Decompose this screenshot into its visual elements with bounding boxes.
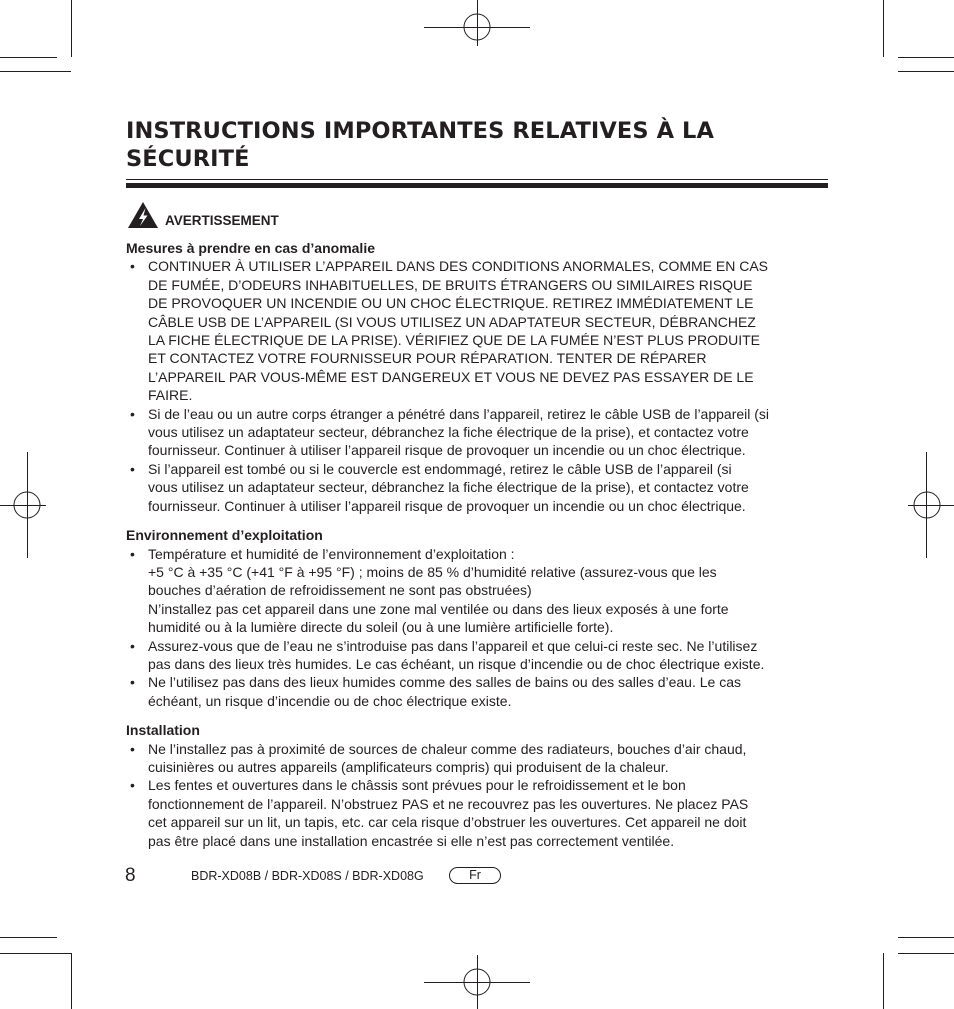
model-numbers: BDR-XD08B / BDR-XD08S / BDR-XD08G xyxy=(191,869,424,883)
text-line: • Si de l’eau ou un autre corps étranger a pénétré dans l’appareil, retirez le câble USB de l’appareil (si xyxy=(148,405,770,422)
text-line: cet appareil sur un lit, un tapis, etc. car cela risque d’obstruer les ouvertures. Cet appareil ne doit xyxy=(148,814,747,831)
page-number: 8 xyxy=(125,865,136,886)
bullet-list xyxy=(126,740,830,850)
title-divider-thin xyxy=(126,179,828,180)
section-title: Environnement d’exploitation xyxy=(126,527,323,544)
text-line: vous utilisez un adaptateur secteur, débranchez la fiche électrique de la prise), et contactez votre xyxy=(148,424,749,441)
page-title xyxy=(126,117,828,173)
text-line: • Température et humidité de l’environnement d’exploitation : xyxy=(148,545,515,562)
text-line: humidité ou à la lumière directe du soleil (ou à une lumière artificielle forte). xyxy=(148,619,614,636)
bullet-list xyxy=(126,545,830,711)
text-line: • Les fentes et ouvertures dans le châssis sont prévues pour le refroidissement et le bon xyxy=(148,777,686,794)
text-line: L’APPAREIL PAR VOUS-MÊME EST DANGEREUX ET VOUS NE DEVEZ PAS ESSAYER DE LE xyxy=(148,368,754,385)
language-badge: Fr xyxy=(449,867,501,884)
text-line: DE FUMÉE, D’ODEURS INHABITUELLES, DE BRUITS ÉTRANGERS OU SIMILAIRES RISQUE xyxy=(148,276,753,293)
warning-triangle-lightning-icon xyxy=(127,201,159,229)
text-line: • CONTINUER À UTILISER L’APPAREIL DANS DES CONDITIONS ANORMALES, COMME EN CAS xyxy=(148,258,769,275)
text-line: +5 °C à +35 °C (+41 °F à +95 °F) ; moins de 85 % d’humidité relative (assurez-vous que les xyxy=(148,563,717,580)
list-item xyxy=(126,740,830,777)
registration-line xyxy=(0,505,46,506)
registration-line xyxy=(477,955,478,1009)
text-line: FAIRE. xyxy=(148,387,193,404)
text-line: DE PROVOQUER UN INCENDIE OU UN CHOC ÉLECTRIQUE. RETIREZ IMMÉDIATEMENT LE xyxy=(148,295,754,312)
text-line: • Ne l’installez pas à proximité de sources de chaleur comme des radiateurs, bouches d’air chaud, xyxy=(148,740,747,757)
text-line: LA FICHE ÉLECTRIQUE DE LA PRISE). VÉRIFIEZ QUE DE LA FUMÉE N’EST PLUS PRODUITE xyxy=(148,332,760,349)
list-item xyxy=(126,405,830,460)
text-line: fonctionnement de l’appareil. N’obstruez PAS et ne recouvrez pas les ouvertures. Ne placez PAS xyxy=(148,795,749,812)
text-line: pas dans des lieux très humides. Le cas échéant, un risque d’incendie ou de choc électrique existe. xyxy=(148,655,765,672)
text-line: • Si l’appareil est tombé ou si le couvercle est endommagé, retirez le câble USB de l’appareil (si xyxy=(148,460,732,477)
text-line: cuisinières ou autres appareils (amplificateurs compris) qui produisent de la chaleur. xyxy=(148,758,669,775)
title-divider-thick xyxy=(126,183,828,188)
text-line: CÂBLE USB DE L’APPAREIL (SI VOUS UTILISEZ UN ADAPTATEUR SECTEUR, DÉBRANCHEZ xyxy=(148,313,756,330)
registration-line xyxy=(926,452,927,558)
registration-line xyxy=(27,452,28,558)
page-title-line: SÉCURITÉ xyxy=(126,146,250,172)
text-line: échéant, un risque d’incendie ou de choc électrique existe. xyxy=(148,692,512,709)
list-item xyxy=(126,637,830,674)
registration-line xyxy=(908,505,954,506)
text-line: fournisseur. Continuer à utiliser l’appareil risque de provoquer un incendie ou un choc électrique. xyxy=(148,497,746,514)
section-title: Mesures à prendre en cas d’anomalie xyxy=(126,240,375,256)
text-line: fournisseur. Continuer à utiliser l’appareil risque de provoquer un incendie ou un choc électrique. xyxy=(148,442,746,459)
text-line: N’installez pas cet appareil dans une zone mal ventilée ou dans des lieux exposés à une forte xyxy=(148,600,729,617)
warning-header xyxy=(127,201,279,229)
section-title: Installation xyxy=(126,722,200,739)
list-item xyxy=(126,673,830,710)
warning-label: AVERTISSEMENT xyxy=(165,213,279,228)
text-line: pas être placé dans une installation encastrée si elle n’est pas correctement ventilée. xyxy=(148,832,675,849)
text-line: • Assurez-vous que de l’eau ne s’introduise pas dans l’appareil et que celui-ci reste sec. Ne l’utilisez xyxy=(148,637,758,654)
text-line: ET CONTACTEZ VOTRE FOURNISSEUR POUR RÉPARATION. TENTER DE RÉPARER xyxy=(148,350,707,367)
list-item xyxy=(126,776,830,850)
text-line: bouches d’aération de refroidissement ne sont pas obstruées) xyxy=(148,582,532,599)
bullet-list xyxy=(126,257,830,515)
list-item xyxy=(126,460,830,515)
registration-line xyxy=(477,0,478,46)
text-line: vous utilisez un adaptateur secteur, débranchez la fiche électrique de la prise), et contactez votre xyxy=(148,479,749,496)
list-item xyxy=(126,257,830,404)
safety-content xyxy=(126,239,830,850)
list-item xyxy=(126,545,830,637)
text-line: • Ne l’utilisez pas dans des lieux humides comme des salles de bains ou des salles d’eau. Le cas xyxy=(148,674,741,691)
page-title-line: INSTRUCTIONS IMPORTANTES RELATIVES À LA xyxy=(126,118,715,144)
